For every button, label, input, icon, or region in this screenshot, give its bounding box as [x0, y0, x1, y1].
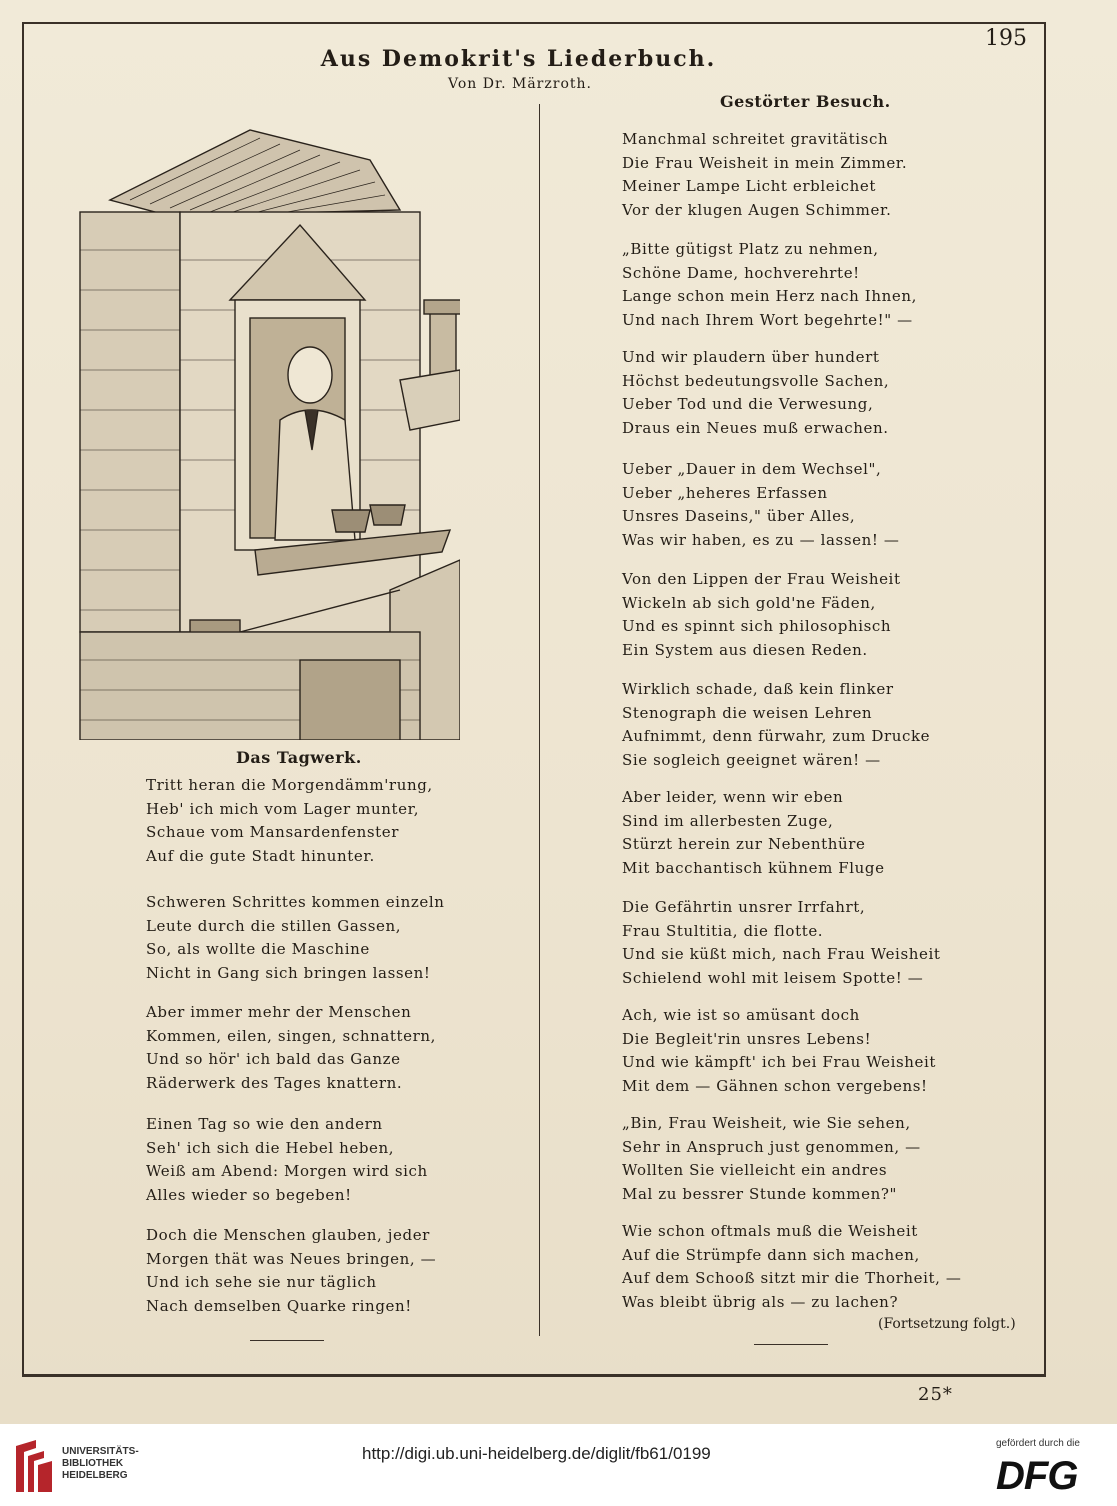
library-name [62, 1446, 139, 1482]
verse-line: Morgen thät was Neues bringen, — [146, 1249, 437, 1268]
signature-mark: 25* [918, 1384, 953, 1405]
verse-line: Meiner Lampe Licht erbleichet [622, 177, 876, 195]
verse-line: Vor der klugen Augen Schimmer. [622, 200, 892, 219]
verse-line: Aufnimmt, denn fürwahr, zum Drucke [622, 727, 931, 745]
verse-line: Schielend wohl mit leisem Spotte! — [622, 968, 924, 987]
verse-line: Lange schon mein Herz nach Ihnen, [622, 287, 917, 305]
footer-bar [0, 1424, 1117, 1506]
verse-line: Und ich sehe sie nur täglich [146, 1273, 377, 1291]
verse-line: Auf dem Schooß sitzt mir die Thorheit, — [622, 1269, 962, 1287]
right-stanza [622, 1112, 921, 1206]
verse-line: Ein System aus diesen Reden. [622, 640, 868, 659]
right-stanza [622, 786, 885, 880]
verse-line: Ach, wie ist so amüsant doch [622, 1006, 860, 1024]
verse-line: Alles wieder so begeben! [146, 1185, 352, 1204]
right-stanza [622, 458, 900, 552]
verse-line: So, als wollte die Maschine [146, 940, 370, 958]
verse-line: Wirklich schade, daß kein flinker [622, 680, 894, 698]
left-stanza [146, 1224, 436, 1318]
verse-line: Sind im allerbesten Zuge, [622, 811, 834, 830]
verse-line: Stürzt herein zur Nebenthüre [622, 835, 866, 853]
verse-line: Draus ein Neues muß erwachen. [622, 418, 889, 437]
page-title: Aus Demokrit's Liederbuch. [320, 46, 717, 72]
left-poem-heading: Das Tagwerk. [236, 748, 362, 767]
right-stanza [622, 1004, 936, 1098]
verse-line: Die Frau Weisheit in mein Zimmer. [622, 153, 908, 172]
verse-line: Manchmal schreitet gravitätisch [622, 130, 889, 148]
verse-line: Seh' ich sich die Hebel heben, [146, 1138, 395, 1157]
column-divider [539, 104, 540, 1336]
end-rule-right [754, 1344, 828, 1345]
verse-line: „Bin, Frau Weisheit, wie Sie sehen, [622, 1114, 911, 1132]
verse-line: Ueber „heheres Erfassen [622, 483, 828, 502]
verse-line: Und so hör' ich bald das Ganze [146, 1050, 401, 1068]
right-stanza [622, 568, 901, 662]
left-stanza [146, 891, 444, 985]
right-stanza [622, 238, 917, 332]
left-stanza [146, 774, 433, 868]
verse-line: Sehr in Anspruch just genommen, — [622, 1137, 921, 1156]
verse-line: Frau Stultitia, die flotte. [622, 921, 824, 940]
verse-line: Und wir plaudern über hundert [622, 348, 880, 366]
verse-line: Und nach Ihrem Wort begehrte!" — [622, 310, 913, 329]
verse-line: „Bitte gütigst Platz zu nehmen, [622, 240, 879, 258]
verse-line: Schöne Dame, hochverehrte! [622, 263, 860, 282]
verse-line: Und sie küßt mich, nach Frau Weisheit [622, 945, 941, 963]
verse-line: Wickeln ab sich gold'ne Fäden, [622, 593, 876, 612]
right-stanza [622, 1220, 961, 1314]
verse-line: Einen Tag so wie den andern [146, 1115, 383, 1133]
permalink-url[interactable]: http://digi.ub.uni-heidelberg.de/diglit/fb61/0199 [362, 1444, 711, 1463]
verse-line: Ueber Tod und die Verwesung, [622, 395, 874, 413]
verse-line: Mit dem — Gähnen schon vergebens! [622, 1076, 928, 1095]
right-poem-heading: Gestörter Besuch. [720, 92, 891, 111]
verse-line: Die Begleit'rin unsres Lebens! [622, 1029, 872, 1048]
right-stanza [622, 678, 930, 772]
verse-line: Heb' ich mich vom Lager munter, [146, 799, 420, 818]
library-name-line: UNIVERSITÄTS- [62, 1446, 139, 1457]
verse-line: Doch die Menschen glauben, jeder [146, 1226, 430, 1244]
verse-line: Nach demselben Quarke ringen! [146, 1296, 412, 1315]
page-number: 195 [985, 26, 1027, 51]
left-stanza [146, 1001, 436, 1095]
verse-line: Auf die Strümpfe dann sich machen, [622, 1245, 920, 1264]
left-stanza [146, 1113, 428, 1207]
library-logo-icon [14, 1438, 56, 1494]
verse-line: Die Gefährtin unsrer Irrfahrt, [622, 898, 866, 916]
sponsor-label: gefördert durch die [996, 1438, 1080, 1449]
verse-line: Auf die gute Stadt hinunter. [146, 846, 375, 865]
verse-line: Von den Lippen der Frau Weisheit [622, 570, 901, 588]
verse-line: Wollten Sie vielleicht ein andres [622, 1161, 888, 1179]
library-name-line: BIBLIOTHEK [62, 1458, 124, 1469]
verse-line: Aber immer mehr der Menschen [146, 1003, 412, 1021]
verse-line: Leute durch die stillen Gassen, [146, 916, 402, 935]
woodcut-illustration [70, 120, 460, 740]
verse-line: Mit bacchantisch kühnem Fluge [622, 858, 885, 877]
continuation-note: (Fortsetzung folgt.) [878, 1316, 1016, 1332]
verse-line: Sie sogleich geeignet wären! — [622, 750, 881, 769]
verse-line: Nicht in Gang sich bringen lassen! [146, 963, 431, 982]
verse-line: Wie schon oftmals muß die Weisheit [622, 1222, 918, 1240]
end-rule-left [250, 1340, 324, 1341]
verse-line: Und es spinnt sich philosophisch [622, 617, 892, 635]
dfg-logo: DFG [996, 1454, 1078, 1498]
verse-line: Höchst bedeutungsvolle Sachen, [622, 371, 890, 390]
verse-line: Schaue vom Mansardenfenster [146, 823, 400, 841]
verse-line: Was wir haben, es zu — lassen! — [622, 530, 900, 549]
right-stanza [622, 128, 907, 222]
verse-line: Ueber „Dauer in dem Wechsel", [622, 460, 882, 478]
verse-line: Kommen, eilen, singen, schnattern, [146, 1026, 437, 1045]
author-line: Von Dr. Märzroth. [448, 76, 592, 92]
verse-line: Stenograph die weisen Lehren [622, 703, 873, 722]
library-name-line: HEIDELBERG [62, 1470, 128, 1481]
verse-line: Räderwerk des Tages knattern. [146, 1073, 403, 1092]
right-stanza [622, 346, 889, 440]
right-stanza [622, 896, 941, 990]
verse-line: Unsres Daseins," über Alles, [622, 507, 856, 525]
verse-line: Was bleibt übrig als — zu lachen? [622, 1292, 899, 1311]
verse-line: Weiß am Abend: Morgen wird sich [146, 1162, 428, 1180]
verse-line: Schweren Schrittes kommen einzeln [146, 893, 445, 911]
verse-line: Und wie kämpft' ich bei Frau Weisheit [622, 1053, 937, 1071]
verse-line: Aber leider, wenn wir eben [622, 788, 844, 806]
verse-line: Tritt heran die Morgendämm'rung, [146, 776, 433, 794]
verse-line: Mal zu bessrer Stunde kommen?" [622, 1184, 897, 1203]
